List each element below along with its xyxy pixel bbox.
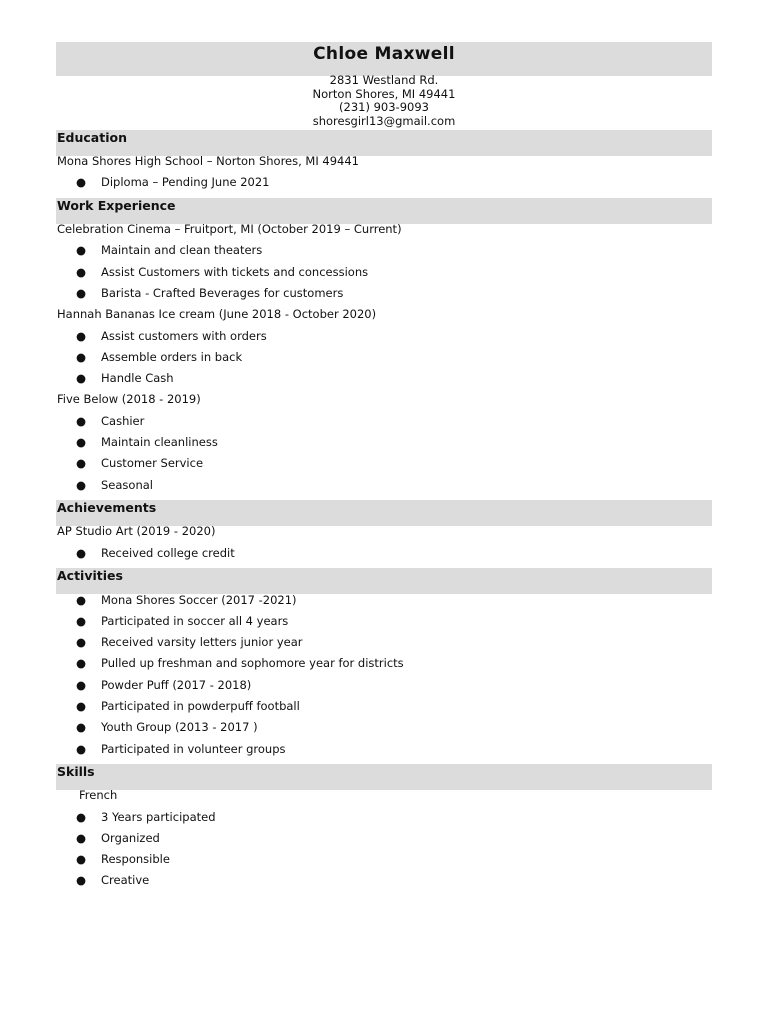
- list-item-text: Organized: [101, 831, 160, 845]
- list-item: [76, 329, 267, 343]
- list-item-text: Assist customers with orders: [101, 329, 267, 343]
- bullet-icon: ●: [76, 635, 87, 649]
- bullet-icon: ●: [76, 656, 87, 670]
- list-item: [76, 635, 303, 649]
- email-address: shoresgirl13@gmail.com: [312, 113, 456, 128]
- list-item-text: Maintain cleanliness: [101, 435, 218, 449]
- list-item: [76, 478, 153, 492]
- bullet-icon: ●: [76, 478, 87, 492]
- list-item-text: Pulled up freshman and sophomore year for districts: [101, 656, 404, 670]
- list-item: [76, 656, 404, 670]
- list-item: [76, 852, 170, 866]
- address-line-1: 2831 Westland Rd.: [329, 73, 439, 87]
- bullet-icon: ●: [76, 456, 87, 470]
- achievement-heading: AP Studio Art (2019 - 2020): [57, 524, 216, 538]
- bullet-icon: ●: [76, 371, 87, 385]
- list-item-text: Powder Puff (2017 - 2018): [101, 678, 252, 692]
- bullet-icon: ●: [76, 243, 87, 257]
- school-line: Mona Shores High School – Norton Shores, MI 49441: [57, 154, 359, 168]
- list-item: [76, 810, 216, 824]
- section-header-education: Education: [56, 130, 712, 156]
- list-item-text: Received varsity letters junior year: [101, 635, 303, 649]
- bullet-icon: ●: [76, 350, 87, 364]
- list-item-text: Maintain and clean theaters: [101, 243, 263, 257]
- list-item: [76, 175, 270, 189]
- bullet-icon: ●: [76, 831, 87, 845]
- phone-number: (231) 903-9093: [339, 100, 429, 114]
- bullet-icon: ●: [76, 699, 87, 713]
- section-header-work-experience: Work Experience: [56, 198, 712, 224]
- list-item-text: Responsible: [101, 852, 170, 866]
- list-item: [76, 435, 218, 449]
- bullet-icon: ●: [76, 435, 87, 449]
- list-item-text: Received college credit: [101, 546, 235, 560]
- list-item: [76, 720, 258, 734]
- bullet-icon: ●: [76, 265, 87, 279]
- list-item-text: 3 Years participated: [101, 810, 216, 824]
- list-item-text: Cashier: [101, 414, 145, 428]
- bullet-icon: ●: [76, 414, 87, 428]
- list-item: [76, 678, 251, 692]
- list-item-text: Creative: [101, 873, 150, 887]
- bullet-icon: ●: [76, 175, 87, 189]
- bullet-icon: ●: [76, 678, 87, 692]
- list-item: [76, 265, 368, 279]
- section-header-achievements: Achievements: [56, 500, 712, 526]
- list-item-text: Diploma – Pending June 2021: [101, 175, 270, 189]
- bullet-icon: ●: [76, 810, 87, 824]
- list-item-text: Customer Service: [101, 456, 204, 470]
- section-header-activities: Activities: [56, 568, 712, 594]
- address-line-2: Norton Shores, MI 49441: [312, 86, 456, 101]
- resume-name: Chloe Maxwell: [56, 42, 712, 76]
- bullet-icon: ●: [76, 720, 87, 734]
- list-item-text: Handle Cash: [101, 371, 174, 385]
- list-item: [76, 593, 297, 607]
- bullet-icon: ●: [76, 593, 87, 607]
- list-item-text: Mona Shores Soccer (2017 -2021): [101, 593, 297, 607]
- list-item: [76, 614, 288, 628]
- job-heading: Hannah Bananas Ice cream (June 2018 - October 2020): [57, 307, 377, 321]
- skill-heading: French: [79, 788, 118, 802]
- contact-block: [56, 74, 712, 128]
- list-item-text: Assist Customers with tickets and concessions: [101, 265, 369, 279]
- list-item: [76, 831, 160, 845]
- list-item: [76, 286, 343, 300]
- list-item: [76, 414, 144, 428]
- list-item: [76, 371, 174, 385]
- list-item-text: Participated in soccer all 4 years: [101, 614, 289, 628]
- list-item: [76, 742, 286, 756]
- list-item: [76, 456, 203, 470]
- list-item: [76, 350, 242, 364]
- section-header-skills: Skills: [56, 764, 712, 790]
- bullet-icon: ●: [76, 614, 87, 628]
- list-item-text: Participated in powderpuff football: [101, 699, 300, 713]
- bullet-icon: ●: [76, 852, 87, 866]
- list-item: [76, 546, 235, 560]
- list-item-text: Assemble orders in back: [101, 350, 243, 364]
- job-heading: Five Below (2018 - 2019): [57, 392, 201, 406]
- bullet-icon: ●: [76, 546, 87, 560]
- job-heading: Celebration Cinema – Fruitport, MI (October 2019 – Current): [57, 222, 402, 236]
- bullet-icon: ●: [76, 873, 87, 887]
- bullet-icon: ●: [76, 286, 87, 300]
- bullet-icon: ●: [76, 329, 87, 343]
- list-item-text: Youth Group (2013 - 2017 ): [101, 720, 258, 734]
- bullet-icon: ●: [76, 742, 87, 756]
- list-item: [76, 243, 262, 257]
- list-item-text: Participated in volunteer groups: [101, 742, 286, 756]
- list-item-text: Barista - Crafted Beverages for customers: [101, 286, 344, 300]
- list-item-text: Seasonal: [101, 478, 153, 492]
- list-item: [76, 873, 149, 887]
- list-item: [76, 699, 300, 713]
